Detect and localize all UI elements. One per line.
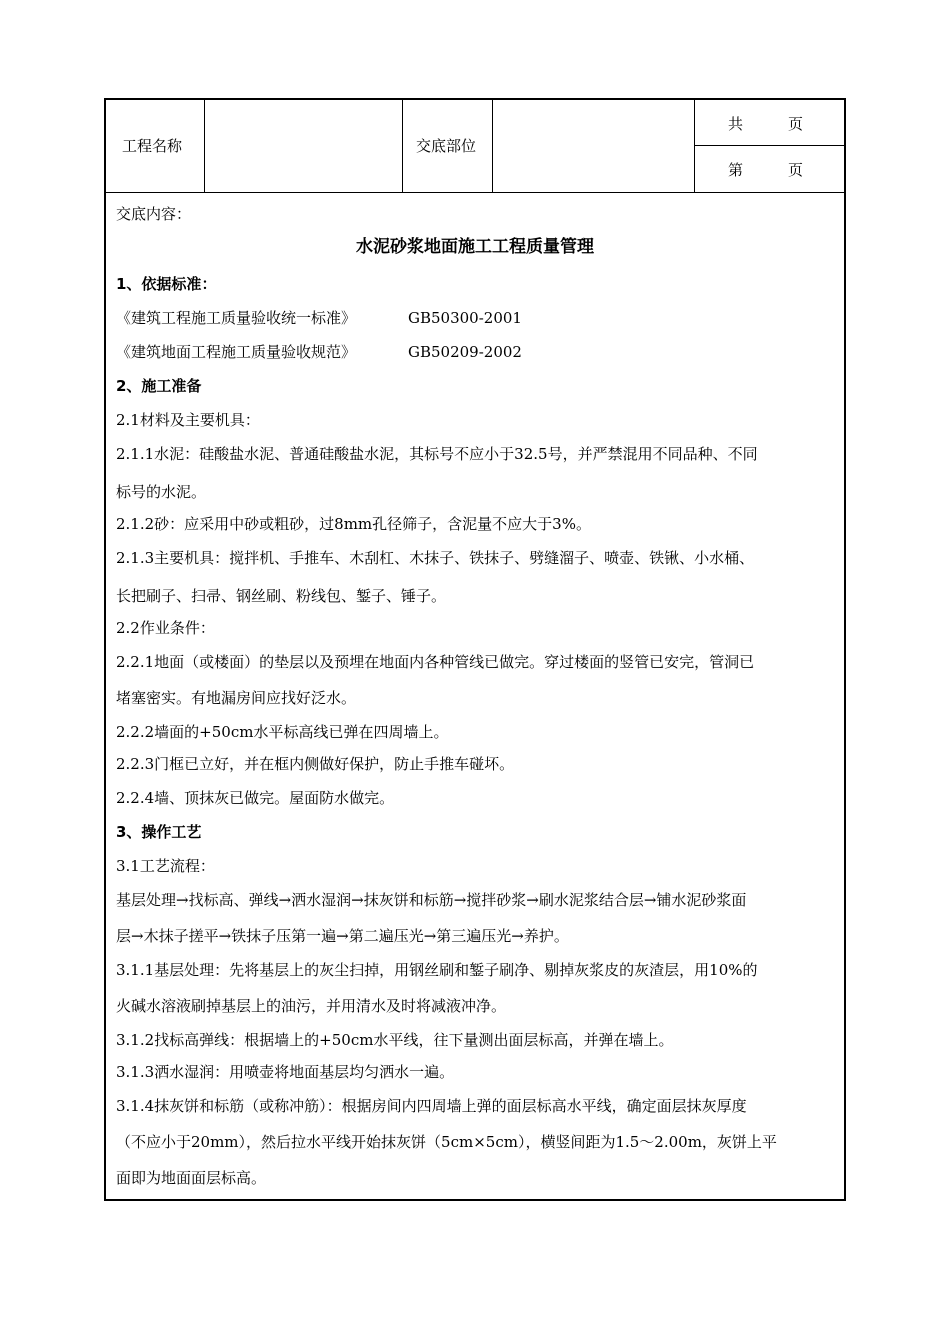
section-heading: 2、施工准备 bbox=[116, 377, 202, 395]
text-line: 火碱水溶液刷掉基层上的油污，并用清水及时将减液冲净。 bbox=[116, 997, 507, 1015]
text-line: 2.1材料及主要机具： bbox=[116, 411, 260, 429]
section-heading: 3、操作工艺 bbox=[116, 823, 202, 841]
text-line: 面即为地面面层标高。 bbox=[116, 1169, 267, 1187]
divider bbox=[204, 100, 205, 192]
location-label: 交底部位 bbox=[416, 137, 477, 155]
text-line: 2.1.3主要机具：搅拌机、手推车、木刮杠、木抹子、铁抹子、劈缝溜子、喷壶、铁锹、小水桶、 bbox=[116, 549, 755, 567]
text-line: 标号的水泥。 bbox=[116, 483, 207, 501]
text-line: 3.1.3洒水湿润：用喷壶将地面基层均匀洒水一遍。 bbox=[116, 1063, 455, 1081]
form-header bbox=[106, 100, 844, 193]
text-line: 2.2作业条件： bbox=[116, 619, 215, 637]
divider bbox=[694, 100, 695, 192]
text-line: 2.1.1水泥：硅酸盐水泥、普通硅酸盐水泥，其标号不应小于32.5号，并严禁混用不同品种、不同 bbox=[116, 445, 758, 463]
text-line: 2.2.4墙、顶抹灰已做完。屋面防水做完。 bbox=[116, 789, 395, 807]
standard-item bbox=[116, 308, 836, 328]
text-line: 3.1.4抹灰饼和标筋（或称冲筋）：根据房间内四周墙上弹的面层标高水平线，确定面层抹灰厚度 bbox=[116, 1097, 747, 1115]
text-line: 3.1.1基层处理：先将基层上的灰尘扫掉，用钢丝刷和錾子刷净、剔掉灰浆皮的灰渣层，用10%的 bbox=[116, 961, 758, 979]
standard-name: 《建筑工程施工质量验收统一标准》 bbox=[116, 309, 357, 327]
standard-name: 《建筑地面工程施工质量验收规范》 bbox=[116, 343, 357, 361]
text-line: 2.2.2墙面的+50cm水平标高线已弹在四周墙上。 bbox=[116, 723, 449, 741]
standard-item bbox=[116, 342, 836, 362]
total-pages-label: 共 页 bbox=[728, 115, 804, 133]
standard-code: GB50300-2001 bbox=[408, 309, 522, 327]
text-line: 2.2.1地面（或楼面）的垫层以及预埋在地面内各种管线已做完。穿过楼面的竖管已安完，管洞已 bbox=[116, 653, 755, 671]
intro-label: 交底内容： bbox=[116, 205, 192, 223]
standard-code: GB50209-2002 bbox=[408, 343, 522, 361]
text-line: 层→木抹子搓平→铁抹子压第一遍→第二遍压光→第三遍压光→养护。 bbox=[116, 927, 569, 945]
text-line: （不应小于20mm），然后拉水平线开始抹灰饼（5cm×5cm），横竖间距为1.5～2.00m，灰饼上平 bbox=[116, 1133, 777, 1151]
section-heading: 1、依据标准： bbox=[116, 275, 217, 293]
text-line: 2.1.2砂：应采用中砂或粗砂，过8mm孔径筛子，含泥量不应大于3%。 bbox=[116, 515, 591, 533]
text-line: 长把刷子、扫帚、钢丝刷、粉线包、錾子、锤子。 bbox=[116, 587, 447, 605]
text-line: 3.1工艺流程： bbox=[116, 857, 215, 875]
project-name-label: 工程名称 bbox=[122, 137, 183, 155]
text-line: 3.1.2找标高弹线：根据墙上的+50cm水平线，往下量测出面层标高，并弹在墙上。 bbox=[116, 1031, 674, 1049]
page-number-label: 第 页 bbox=[728, 161, 804, 179]
divider bbox=[694, 145, 844, 146]
text-line: 堵塞密实。有地漏房间应找好泛水。 bbox=[116, 689, 357, 707]
divider bbox=[492, 100, 493, 192]
disclosure-form bbox=[104, 98, 846, 1201]
document-title: 水泥砂浆地面施工工程质量管理 bbox=[356, 237, 594, 257]
text-line: 2.2.3门框已立好，并在框内侧做好保护，防止手推车碰坏。 bbox=[116, 755, 515, 773]
text-line: 基层处理→找标高、弹线→洒水湿润→抹灰饼和标筋→搅拌砂浆→刷水泥浆结合层→铺水泥砂浆面 bbox=[116, 891, 747, 909]
divider bbox=[402, 100, 403, 192]
